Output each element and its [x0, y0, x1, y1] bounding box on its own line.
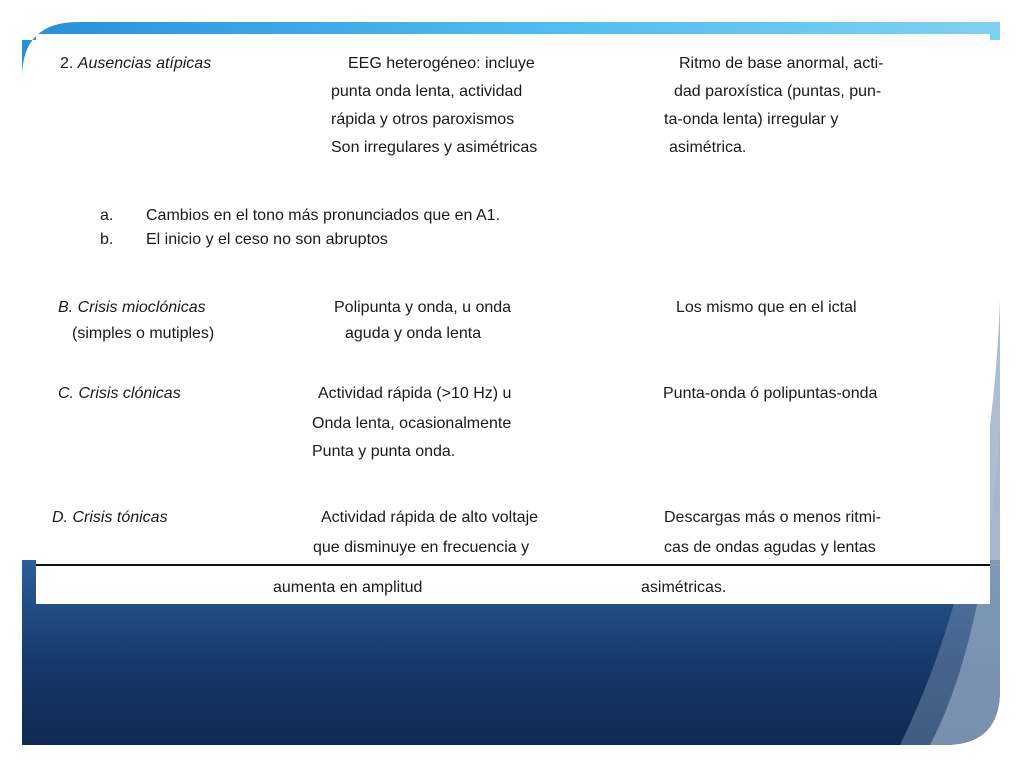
row-ausencias-ictal-line: rápida y otros paroxismos — [331, 111, 515, 128]
note-marker: b. — [100, 231, 114, 248]
row-ausencias-name: 2. Ausencias atípicas — [60, 55, 212, 72]
row-tonicas-ictal-line: que disminuye en frecuencia y — [313, 539, 530, 556]
row-mioclonicas-ictal-line: Polipunta y onda, u onda — [334, 299, 512, 316]
row-clonicas-interictal-line: Punta-onda ó polipuntas-onda — [663, 385, 878, 402]
row-mioclonicas-subname: (simples o mutiples) — [72, 325, 215, 342]
row-clonicas-ictal-line: Actividad rápida (>10 Hz) u — [318, 385, 512, 402]
row-clonicas-name: C. Crisis clónicas — [58, 385, 181, 402]
note-marker: a. — [100, 207, 114, 224]
table-bottom-rule — [36, 564, 990, 566]
row-tonicas-interictal-line: asimétricas. — [641, 579, 727, 596]
row-ausencias-interictal-line: Ritmo de base anormal, acti- — [679, 55, 884, 72]
row-tonicas-ictal-line: aumenta en amplitud — [273, 579, 423, 596]
row-mioclonicas-name: B. Crisis mioclónicas — [58, 299, 206, 316]
row-ausencias-interictal-line: asimétrica. — [669, 139, 747, 156]
row-ausencias-interictal-line: ta-onda lenta) irregular y — [664, 111, 839, 128]
note-text: El inicio y el ceso no son abruptos — [146, 231, 388, 248]
row-mioclonicas-ictal-line: aguda y onda lenta — [345, 325, 482, 342]
row-tonicas-ictal-line: Actividad rápida de alto voltaje — [321, 509, 539, 526]
row-tonicas-name: D. Crisis tónicas — [52, 509, 168, 526]
row-ausencias-ictal-line: EEG heterogéneo: incluye — [348, 55, 535, 72]
row-ausencias-ictal-line: Son irregulares y asimétricas — [331, 139, 538, 156]
row-ausencias-interictal-line: dad paroxística (puntas, pun- — [674, 83, 882, 100]
row-clonicas-ictal-line: Onda lenta, ocasionalmente — [312, 415, 512, 432]
row-clonicas-ictal-line: Punta y punta onda. — [312, 443, 456, 460]
table-bottom-rule-end — [990, 564, 1000, 566]
row-mioclonicas-interictal-line: Los mismo que en el ictal — [676, 299, 857, 316]
row-ausencias-ictal-line: punta onda lenta, actividad — [331, 83, 523, 100]
note-text: Cambios en el tono más pronunciados que en A1. — [146, 207, 501, 224]
row-tonicas-interictal-line: cas de ondas agudas y lentas — [664, 539, 876, 556]
row-tonicas-interictal-line: Descargas más o menos ritmi- — [664, 509, 881, 526]
